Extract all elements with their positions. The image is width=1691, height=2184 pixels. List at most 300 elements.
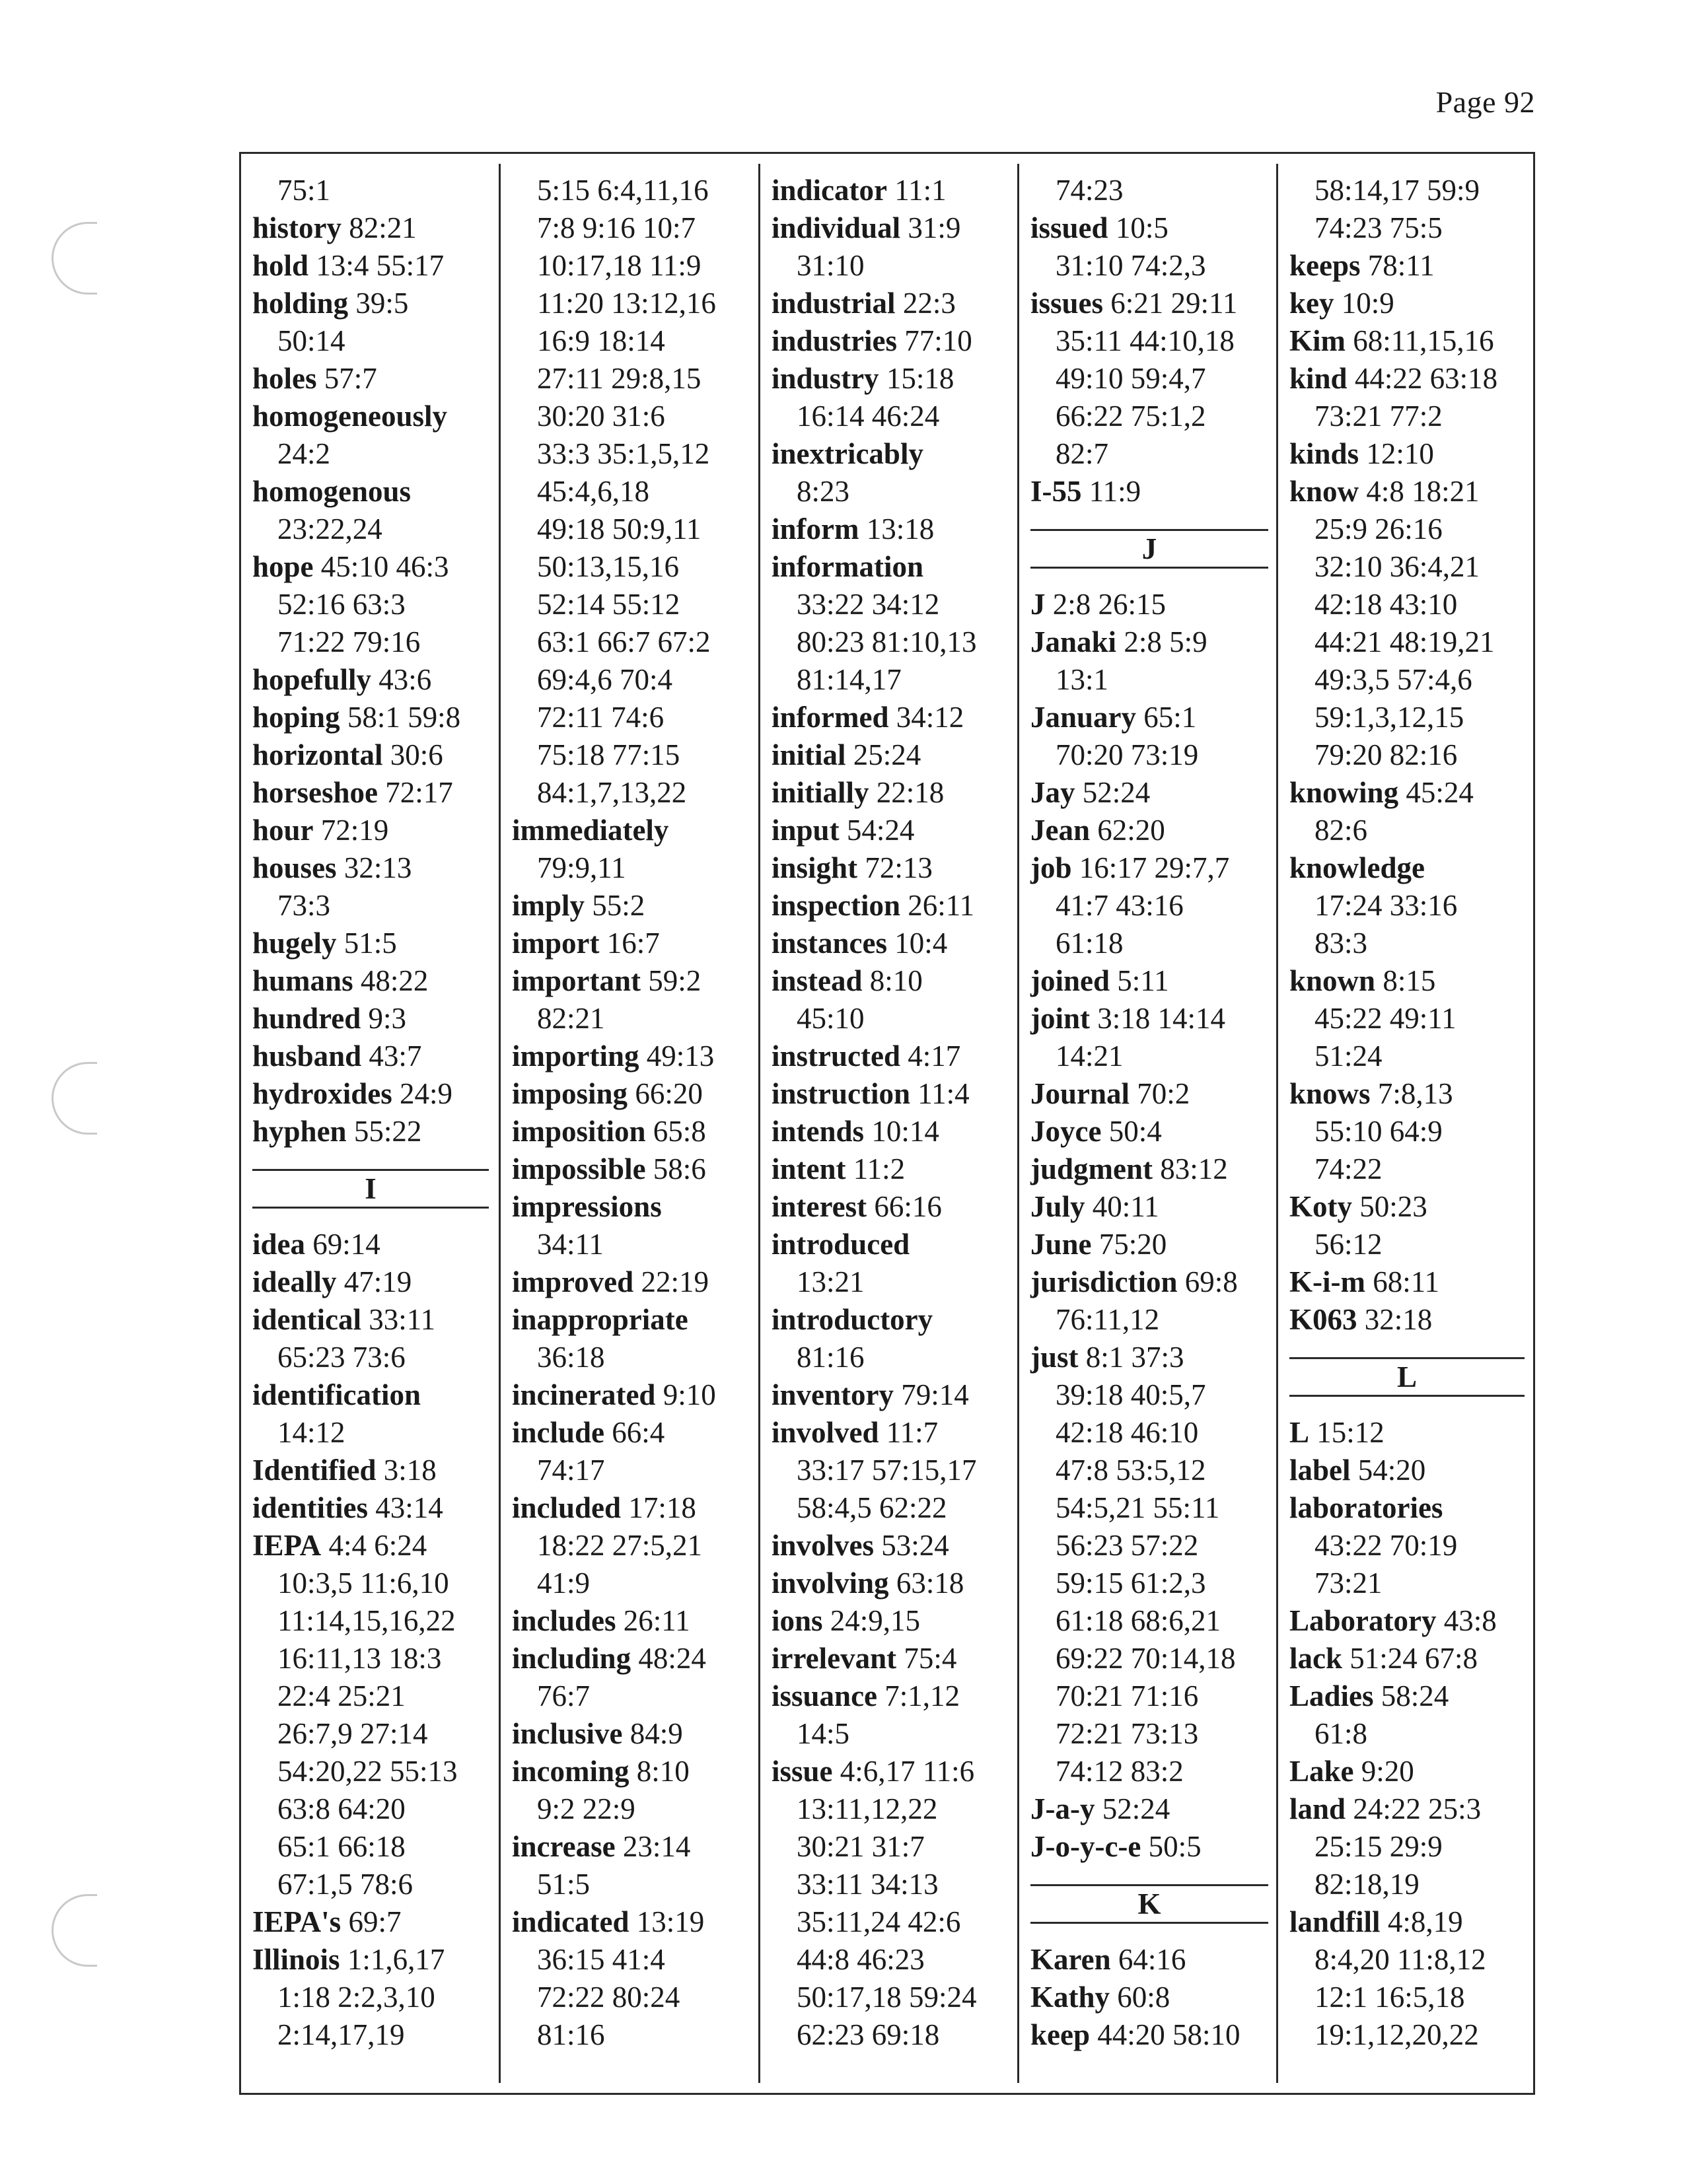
page-line-references: 4:17: [908, 1039, 961, 1073]
index-column-4: [1030, 172, 1268, 2072]
page-line-references: 66:16: [874, 1190, 942, 1223]
page-line-references: 66:22 75:1,2: [1056, 400, 1206, 433]
page-line-references: 82:7: [1056, 437, 1109, 470]
index-continuation: [512, 511, 750, 548]
index-term: informed: [772, 701, 889, 734]
index-entry: [252, 548, 489, 586]
page-line-references: 31:10: [797, 249, 865, 282]
page-line-references: 13:21: [797, 1265, 865, 1298]
page-line-references: 61:18: [1056, 927, 1124, 960]
index-continuation: [1289, 812, 1525, 849]
page-line-references: 11:4: [917, 1077, 970, 1110]
page-line-references: 58:24: [1381, 1679, 1449, 1712]
page-line-references: 81:16: [797, 1341, 865, 1374]
index-term: K063: [1289, 1303, 1357, 1336]
page-line-references: 80:23 81:10,13: [797, 625, 977, 658]
index-term: kinds: [1289, 437, 1359, 470]
page-line-references: 79:9,11: [537, 851, 626, 884]
index-entry: [252, 849, 489, 887]
page-line-references: 61:8: [1314, 1717, 1368, 1750]
page-line-references: 42:18 43:10: [1314, 588, 1458, 621]
page-line-references: 5:11: [1117, 964, 1169, 997]
index-continuation: [512, 247, 750, 285]
index-term: Koty: [1289, 1190, 1352, 1223]
page-line-references: 41:7 43:16: [1056, 889, 1184, 922]
index-term: improved: [512, 1265, 634, 1298]
index-continuation: [1030, 1753, 1268, 1790]
index-entry: [512, 1263, 750, 1301]
index-term: instructed: [772, 1039, 900, 1073]
index-continuation: [512, 1677, 750, 1715]
index-entry: [512, 812, 750, 849]
index-term: imposing: [512, 1077, 628, 1110]
column-divider: [1276, 164, 1278, 2083]
index-term: identical: [252, 1303, 361, 1336]
page-line-references: 4:8 18:21: [1366, 475, 1480, 508]
index-continuation: [512, 1979, 750, 2016]
index-entry: [512, 1038, 750, 1075]
index-continuation: [1289, 1000, 1525, 1038]
binder-hole-top: [52, 222, 97, 295]
index-term: involving: [772, 1567, 889, 1600]
index-entry: [1289, 1301, 1525, 1339]
index-term: involved: [772, 1416, 879, 1449]
index-entry: [772, 360, 1009, 398]
page-line-references: 50:13,15,16: [537, 550, 680, 583]
page-line-references: 58:1 59:8: [347, 701, 461, 734]
index-term: I-55: [1030, 475, 1082, 508]
page-line-references: 78:11: [1367, 249, 1435, 282]
index-entry: [252, 360, 489, 398]
index-continuation: [1289, 1038, 1525, 1075]
page-line-references: 75:18 77:15: [537, 738, 680, 771]
index-continuation: [1030, 247, 1268, 285]
index-column-3: [772, 172, 1009, 2072]
index-entry: [772, 1150, 1009, 1188]
page-line-references: 32:13: [343, 851, 412, 884]
index-continuation: [1289, 1226, 1525, 1263]
page-line-references: 4:8,19: [1387, 1905, 1463, 1938]
index-continuation: [1289, 586, 1525, 623]
index-entry: [512, 1075, 750, 1113]
index-entry: [1289, 1489, 1525, 1527]
page-line-references: 68:11: [1373, 1265, 1440, 1298]
index-entry: [512, 1150, 750, 1188]
page-line-references: 30:21 31:7: [797, 1830, 925, 1863]
index-column-1: [252, 172, 489, 2072]
page-line-references: 33:11: [369, 1303, 436, 1336]
page-line-references: 26:7,9 27:14: [277, 1717, 428, 1750]
index-term: ideally: [252, 1265, 337, 1298]
index-entry: [1289, 849, 1525, 887]
page-line-references: 5:15 6:4,11,16: [537, 174, 709, 207]
section-letter-header: [1030, 1866, 1268, 1941]
index-term: inventory: [772, 1378, 894, 1411]
index-continuation: [252, 435, 489, 473]
page-line-references: 44:22 63:18: [1354, 362, 1498, 395]
page-line-references: 72:11 74:6: [537, 701, 665, 734]
index-term: hour: [252, 814, 314, 847]
index-term: involves: [772, 1529, 875, 1562]
index-continuation: [1289, 661, 1525, 699]
page-line-references: 79:14: [901, 1378, 969, 1411]
page-line-references: 72:21 73:13: [1056, 1717, 1199, 1750]
page-line-references: 69:22 70:14,18: [1056, 1642, 1236, 1675]
index-column-2: [512, 172, 750, 2072]
index-entry: [772, 887, 1009, 925]
index-entry: [512, 1414, 750, 1452]
index-continuation: [1289, 736, 1525, 774]
page-line-references: 22:4 25:21: [277, 1679, 406, 1712]
index-term: inextricably: [772, 437, 923, 470]
page-line-references: 44:21 48:19,21: [1314, 625, 1495, 658]
page-line-references: 82:21: [349, 211, 417, 244]
index-term: knowing: [1289, 776, 1399, 809]
index-entry: [512, 1376, 750, 1414]
index-continuation: [252, 322, 489, 360]
index-term: Journal: [1030, 1077, 1130, 1110]
page-line-references: 69:7: [348, 1905, 402, 1938]
page-line-references: 24:22 25:3: [1353, 1792, 1482, 1825]
index-term: Janaki: [1030, 625, 1117, 658]
index-continuation: [1030, 1038, 1268, 1075]
page-line-references: 79:20 82:16: [1314, 738, 1458, 771]
index-term: joint: [1030, 1002, 1090, 1035]
index-term: Laboratory: [1289, 1604, 1437, 1637]
page-line-references: 13:4 55:17: [316, 249, 445, 282]
index-term: initially: [772, 776, 869, 809]
index-continuation: [512, 1565, 750, 1602]
index-term: known: [1289, 964, 1376, 997]
index-continuation: [772, 398, 1009, 435]
index-term: insight: [772, 851, 858, 884]
section-letter: L: [1396, 1360, 1417, 1393]
page-line-references: 81:14,17: [797, 663, 902, 696]
page-line-references: 13:18: [866, 512, 935, 546]
page-line-references: 8:23: [797, 475, 850, 508]
index-term: L: [1289, 1416, 1310, 1449]
index-continuation: [1030, 925, 1268, 962]
index-term: industry: [772, 362, 879, 395]
page-line-references: 39:18 40:5,7: [1056, 1378, 1206, 1411]
index-continuation: [1030, 736, 1268, 774]
index-entry: [512, 925, 750, 962]
index-term: idea: [252, 1228, 306, 1261]
page-line-references: 33:17 57:15,17: [797, 1454, 977, 1487]
index-term: J: [1030, 588, 1046, 621]
page-line-references: 44:8 46:23: [797, 1943, 925, 1976]
index-entry: [252, 1903, 489, 1941]
index-entry: [252, 1000, 489, 1038]
page-line-references: 33:11 34:13: [797, 1868, 939, 1901]
index-continuation: [1289, 1527, 1525, 1565]
index-term: Karen: [1030, 1943, 1111, 1976]
index-entry: [772, 1075, 1009, 1113]
index-continuation: [252, 511, 489, 548]
page-line-references: 9:20: [1361, 1755, 1414, 1788]
index-continuation: [772, 661, 1009, 699]
index-continuation: [512, 1339, 750, 1376]
index-continuation: [1030, 1414, 1268, 1452]
page-line-references: 72:19: [320, 814, 389, 847]
page-line-references: 11:9: [1089, 475, 1141, 508]
index-term: July: [1030, 1190, 1085, 1223]
index-entry: [1289, 1452, 1525, 1489]
index-term: individual: [772, 211, 901, 244]
page-line-references: 2:8 5:9: [1124, 625, 1207, 658]
index-continuation: [252, 1790, 489, 1828]
index-continuation: [1289, 887, 1525, 925]
index-entry: [772, 1565, 1009, 1602]
page-line-references: 7:8 9:16 10:7: [537, 211, 696, 244]
page-line-references: 2:8 26:15: [1052, 588, 1167, 621]
index-term: hold: [252, 249, 309, 282]
index-continuation: [252, 1339, 489, 1376]
index-entry: [1289, 473, 1525, 511]
index-term: impossible: [512, 1152, 646, 1185]
index-entry: [252, 285, 489, 322]
page-line-references: 82:21: [537, 1002, 605, 1035]
index-entry: [1030, 1941, 1268, 1979]
page-line-references: 23:14: [622, 1830, 691, 1863]
page-line-references: 62:20: [1097, 814, 1165, 847]
page-line-references: 56:23 57:22: [1056, 1529, 1199, 1562]
index-continuation: [512, 1866, 750, 1903]
index-continuation: [1030, 661, 1268, 699]
index-term: kind: [1289, 362, 1348, 395]
page-line-references: 75:1: [277, 174, 331, 207]
index-continuation: [1289, 1979, 1525, 2016]
index-entry: [772, 1376, 1009, 1414]
index-term: key: [1289, 287, 1334, 320]
page-line-references: 13:19: [636, 1905, 705, 1938]
page-line-references: 76:7: [537, 1679, 591, 1712]
index-entry: [1289, 1790, 1525, 1828]
page-line-references: 9:10: [663, 1378, 716, 1411]
page-line-references: 65:8: [653, 1115, 706, 1148]
page-line-references: 48:24: [638, 1642, 706, 1675]
index-entry: [252, 774, 489, 812]
index-term: imply: [512, 889, 585, 922]
page-line-references: 16:11,13 18:3: [277, 1642, 442, 1675]
index-continuation: [252, 1677, 489, 1715]
index-continuation: [772, 247, 1009, 285]
page-line-references: 25:24: [853, 738, 921, 771]
index-entry: [1030, 1263, 1268, 1301]
page-line-references: 74:23: [1056, 174, 1124, 207]
page-line-references: 59:1,3,12,15: [1314, 701, 1464, 734]
page-line-references: 23:22,24: [277, 512, 382, 546]
index-continuation: [772, 586, 1009, 623]
page-line-references: 58:4,5 62:22: [797, 1491, 947, 1524]
page-line-references: 82:18,19: [1314, 1868, 1420, 1901]
index-entry: [512, 1188, 750, 1226]
index-term: judgment: [1030, 1152, 1153, 1185]
index-term: hyphen: [252, 1115, 347, 1148]
page-line-references: 15:18: [886, 362, 954, 395]
index-term: knows: [1289, 1077, 1371, 1110]
index-entry: [772, 1527, 1009, 1565]
page-line-references: 24:9: [399, 1077, 452, 1110]
index-term: hoping: [252, 701, 340, 734]
index-term: intent: [772, 1152, 846, 1185]
page-line-references: 55:22: [353, 1115, 422, 1148]
page-line-references: 17:24 33:16: [1314, 889, 1458, 922]
index-continuation: [512, 473, 750, 511]
page-line-references: 56:12: [1314, 1228, 1383, 1261]
index-term: lack: [1289, 1642, 1343, 1675]
index-entry: [252, 1075, 489, 1113]
index-entry: [772, 849, 1009, 887]
index-entry: [772, 548, 1009, 586]
index-continuation: [1289, 1828, 1525, 1866]
page-line-references: 11:14,15,16,22: [277, 1604, 456, 1637]
index-continuation: [772, 1866, 1009, 1903]
index-continuation: [1030, 1602, 1268, 1640]
index-entry: [512, 962, 750, 1000]
section-letter-header: [252, 1150, 489, 1226]
index-continuation: [512, 586, 750, 623]
page-line-references: 11:1: [894, 174, 947, 207]
index-entry: [1289, 962, 1525, 1000]
index-entry: [772, 736, 1009, 774]
index-continuation: [1289, 511, 1525, 548]
page-line-references: 53:24: [881, 1529, 949, 1562]
page-line-references: 14:5: [797, 1717, 850, 1750]
page-line-references: 8:10: [869, 964, 923, 997]
page-line-references: 84:9: [630, 1717, 683, 1750]
index-term: irrelevant: [772, 1642, 897, 1675]
page-line-references: 59:15 61:2,3: [1056, 1567, 1206, 1600]
page-line-references: 4:4 6:24: [328, 1529, 427, 1562]
index-continuation: [1289, 172, 1525, 209]
page-line-references: 24:2: [277, 437, 331, 470]
page-line-references: 45:24: [1406, 776, 1474, 809]
index-term: including: [512, 1642, 631, 1675]
index-term: indicated: [512, 1905, 630, 1938]
index-continuation: [1289, 209, 1525, 247]
index-entry: [772, 699, 1009, 736]
page-line-references: 35:11,24 42:6: [797, 1905, 961, 1938]
page-line-references: 81:16: [537, 2018, 605, 2051]
page-line-references: 12:1 16:5,18: [1314, 1981, 1465, 2014]
page-line-references: 43:6: [378, 663, 432, 696]
page-line-references: 54:5,21 55:11: [1056, 1491, 1220, 1524]
index-entry: [1030, 209, 1268, 247]
index-term: initial: [772, 738, 846, 771]
index-entry: [1030, 1000, 1268, 1038]
index-term: homogenous: [252, 475, 412, 508]
page-line-references: 26:11: [623, 1604, 690, 1637]
index-entry: [1289, 1640, 1525, 1677]
index-entry: [1030, 285, 1268, 322]
index-entry: [252, 473, 489, 511]
page-line-references: 14:21: [1056, 1039, 1124, 1073]
index-entry: [772, 1677, 1009, 1715]
page-line-references: 1:1,6,17: [347, 1943, 445, 1976]
index-term: label: [1289, 1454, 1351, 1487]
index-term: keeps: [1289, 249, 1361, 282]
index-term: introduced: [772, 1228, 910, 1261]
index-entry: [1030, 1226, 1268, 1263]
page-line-references: 66:4: [612, 1416, 665, 1449]
page-line-references: 19:1,12,20,22: [1314, 2018, 1479, 2051]
page-line-references: 30:6: [390, 738, 443, 771]
page-line-references: 7:8,13: [1377, 1077, 1453, 1110]
index-term: knowledge: [1289, 851, 1425, 884]
index-continuation: [512, 1941, 750, 1979]
index-entry: [772, 1602, 1009, 1640]
index-term: joined: [1030, 964, 1110, 997]
index-continuation: [1030, 887, 1268, 925]
page-line-references: 84:1,7,13,22: [537, 776, 687, 809]
index-term: incoming: [512, 1755, 630, 1788]
page-line-references: 22:3: [902, 287, 956, 320]
index-continuation: [1289, 1715, 1525, 1753]
index-term: incinerated: [512, 1378, 656, 1411]
index-term: husband: [252, 1039, 362, 1073]
index-term: K-i-m: [1289, 1265, 1365, 1298]
index-term: important: [512, 964, 641, 997]
page-line-references: 75:4: [904, 1642, 957, 1675]
page-line-references: 65:1 66:18: [277, 1830, 406, 1863]
index-continuation: [1289, 925, 1525, 962]
index-term: issuance: [772, 1679, 878, 1712]
page-line-references: 11:2: [853, 1152, 906, 1185]
index-continuation: [1030, 360, 1268, 398]
index-entry: [252, 1452, 489, 1489]
index-entry: [252, 209, 489, 247]
index-entry: [1030, 1075, 1268, 1113]
index-continuation: [252, 1753, 489, 1790]
index-term: indicator: [772, 174, 887, 207]
index-entry: [772, 511, 1009, 548]
index-continuation: [512, 699, 750, 736]
index-continuation: [252, 1602, 489, 1640]
page-line-references: 54:20,22 55:13: [277, 1755, 458, 1788]
page-line-references: 52:24: [1082, 776, 1151, 809]
index-entry: [772, 1753, 1009, 1790]
page-line-references: 13:1: [1056, 663, 1109, 696]
index-term: keep: [1030, 2018, 1090, 2051]
page-line-references: 8:15: [1383, 964, 1436, 997]
index-continuation: [772, 1000, 1009, 1038]
index-entry: [252, 247, 489, 285]
index-continuation: [772, 1263, 1009, 1301]
page-line-references: 22:18: [876, 776, 945, 809]
page-line-references: 33:3 35:1,5,12: [537, 437, 710, 470]
index-entry: [512, 1640, 750, 1677]
page-line-references: 63:1 66:7 67:2: [537, 625, 711, 658]
index-term: know: [1289, 475, 1359, 508]
index-entry: [1289, 1263, 1525, 1301]
page-line-references: 72:22 80:24: [537, 1981, 680, 2014]
page-line-references: 64:16: [1118, 1943, 1186, 1976]
index-entry: [1030, 473, 1268, 511]
page-line-references: 43:14: [375, 1491, 443, 1524]
index-entry: [1289, 1903, 1525, 1941]
index-continuation: [252, 1828, 489, 1866]
page-line-references: 73:21: [1314, 1567, 1383, 1600]
index-term: J-o-y-c-e: [1030, 1830, 1141, 1863]
page-line-references: 65:1: [1143, 701, 1197, 734]
index-entry: [1289, 360, 1525, 398]
index-entry: [512, 1301, 750, 1339]
index-continuation: [1030, 322, 1268, 360]
index-continuation: [772, 623, 1009, 661]
index-continuation: [512, 360, 750, 398]
page-line-references: 39:5: [355, 287, 409, 320]
